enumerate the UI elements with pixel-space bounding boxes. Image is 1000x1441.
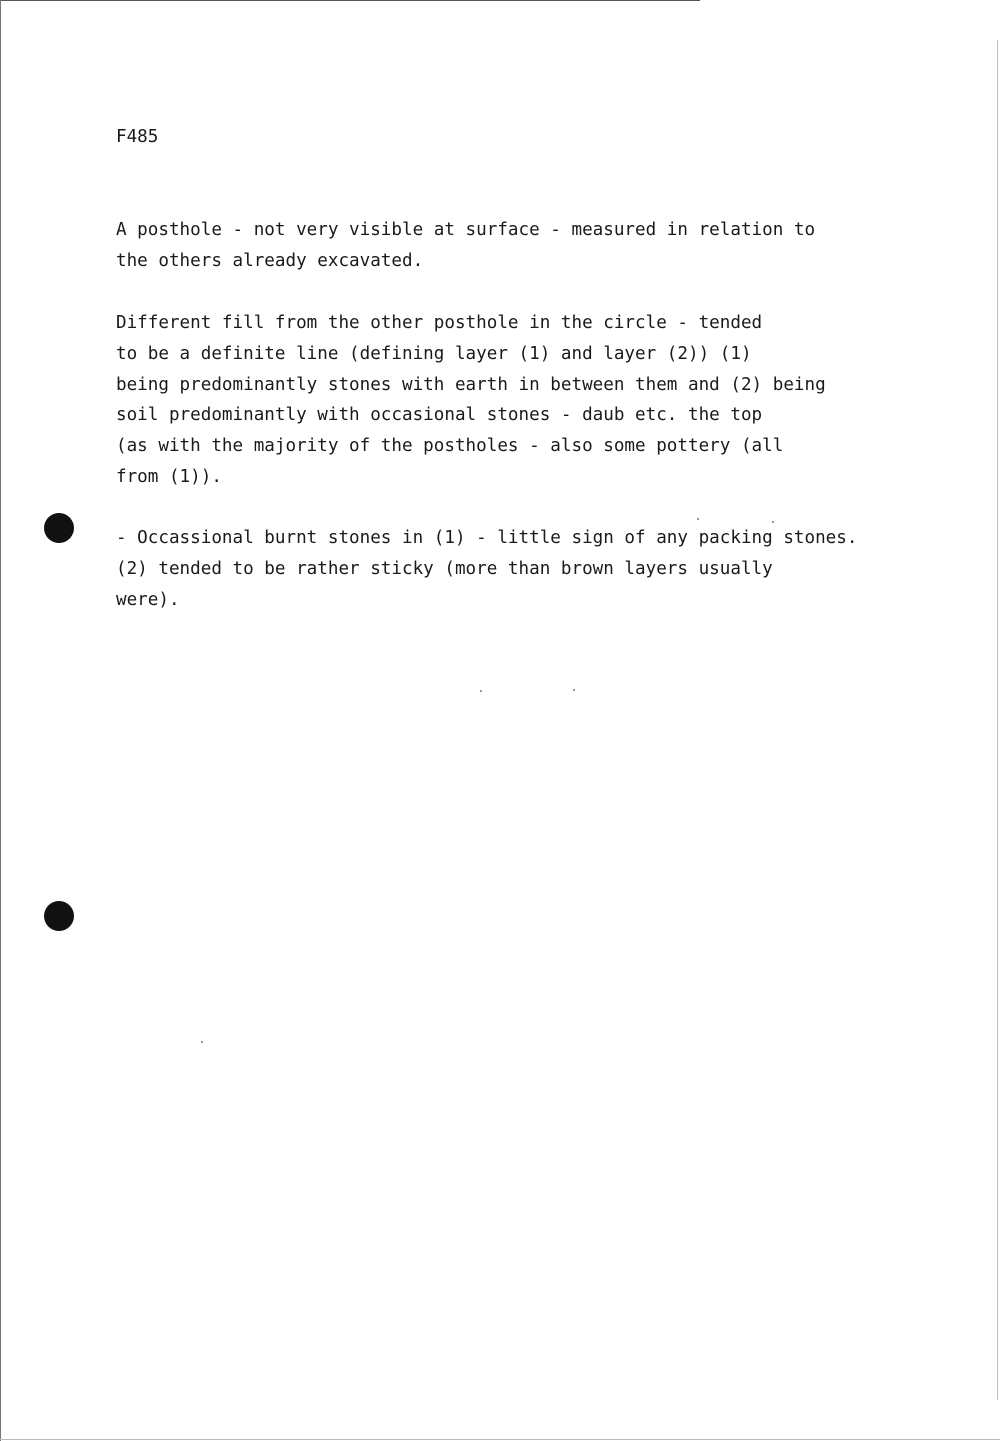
page-edge-left <box>0 0 1 1441</box>
scan-speck <box>697 518 699 520</box>
page-edge-top <box>0 0 700 1</box>
feature-id-heading: F485 <box>116 127 159 147</box>
page-edge-bottom <box>0 1439 1000 1440</box>
text-line: to be a definite line (defining layer (1) and layer (2)) (1) <box>116 343 752 364</box>
punch-hole-icon <box>44 513 74 543</box>
text-line: A posthole - not very visible at surface - measured in relation to <box>116 220 816 240</box>
text-line: were). <box>116 589 180 610</box>
text-line: - Occassional burnt stones in (1) - little sign of any packing stones. <box>116 528 858 548</box>
paragraph-1 <box>116 215 815 277</box>
text-line: (as with the majority of the postholes - also some pottery (all <box>116 436 784 457</box>
punch-hole-icon <box>44 901 74 931</box>
text-line: (2) tended to be rather sticky (more than brown layers usually <box>116 558 773 579</box>
text-line: Different fill from the other posthole in the circle - tended <box>116 313 763 333</box>
scan-speck <box>480 690 482 692</box>
text-line: soil predominantly with occasional stones - daub etc. the top <box>116 405 763 426</box>
paragraph-3 <box>116 523 857 615</box>
text-line: the others already excavated. <box>116 250 424 271</box>
scan-speck <box>573 689 575 691</box>
scan-speck <box>772 521 774 523</box>
text-line: being predominantly stones with earth in between them and (2) being <box>116 374 826 395</box>
scan-speck <box>201 1041 203 1043</box>
page-edge-right <box>997 40 998 1400</box>
text-line: from (1)). <box>116 466 222 487</box>
paragraph-2 <box>116 308 826 493</box>
